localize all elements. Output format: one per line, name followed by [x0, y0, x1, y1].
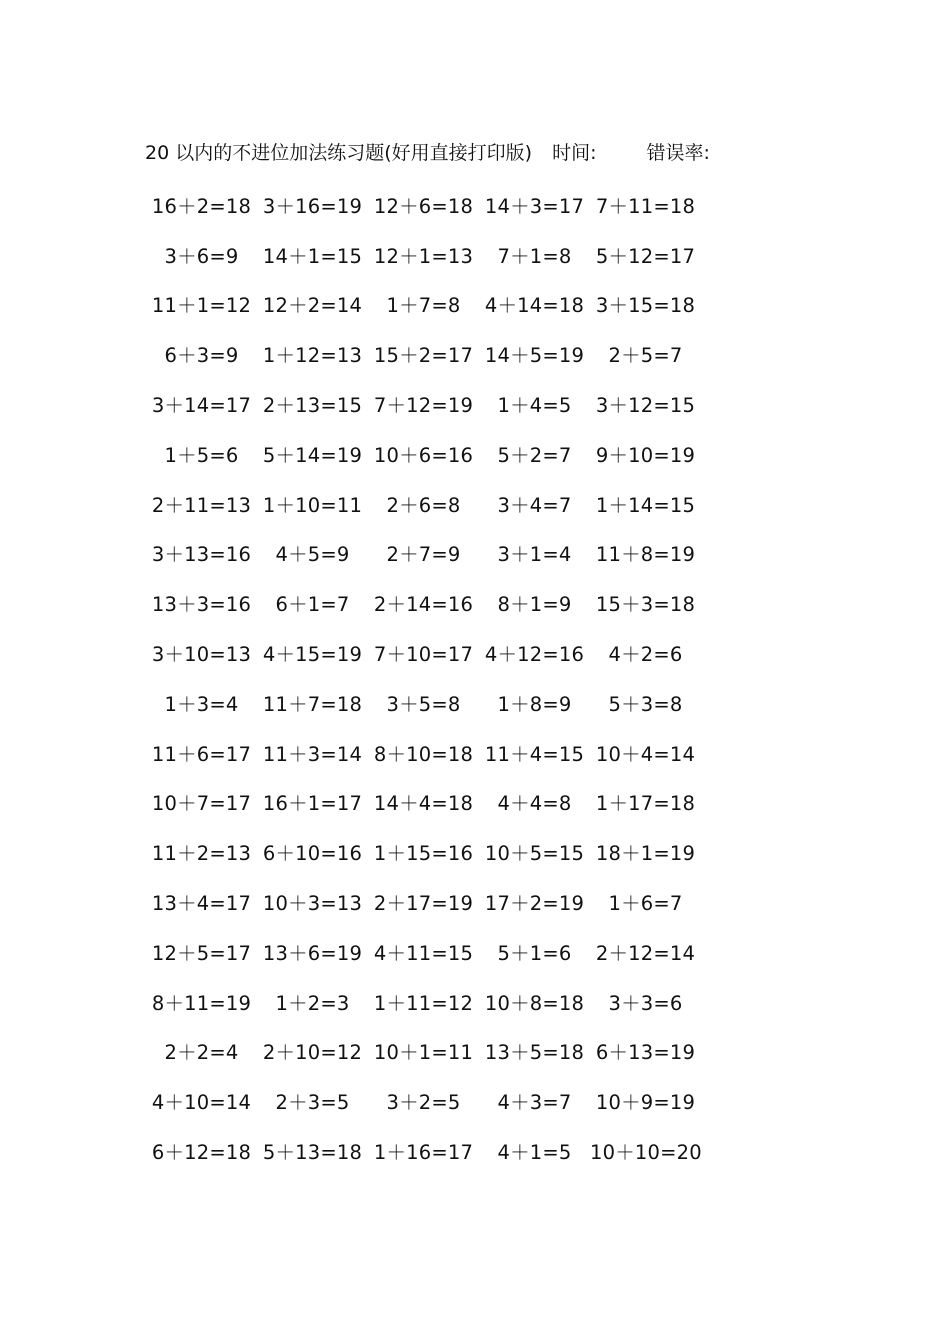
problem-item: 10＋10=20: [590, 1141, 702, 1165]
problem-item: 12＋5=17: [151, 941, 252, 965]
problem-item: 10＋6=16: [373, 443, 474, 467]
problem-item: 2＋13=15: [262, 394, 363, 418]
problem-item: 2＋10=12: [262, 1041, 363, 1065]
problem-item: 14＋4=18: [373, 792, 474, 816]
problem-item: 8＋1=9: [497, 593, 572, 617]
problem-row: [146, 778, 706, 828]
problem-item: 8＋11=19: [151, 991, 252, 1015]
problem-item: 3＋2=5: [386, 1091, 461, 1115]
problem-item: 4＋2=6: [608, 643, 683, 667]
problem-item: 11＋4=15: [484, 742, 585, 766]
problem-item: 4＋12=16: [484, 643, 585, 667]
problem-item: 4＋10=14: [151, 1091, 252, 1115]
problem-item: 1＋4=5: [497, 394, 572, 418]
time-label: 时间:: [552, 142, 597, 164]
problem-row: [146, 180, 706, 230]
problem-item: 11＋7=18: [262, 692, 363, 716]
problem-item: 10＋5=15: [484, 842, 585, 866]
problem-item: 5＋2=7: [497, 443, 572, 467]
problem-item: 1＋15=16: [373, 842, 474, 866]
problem-item: 3＋6=9: [164, 244, 239, 268]
problem-item: 15＋2=17: [373, 344, 474, 368]
problem-item: 7＋11=18: [595, 194, 696, 218]
problem-item: 3＋4=7: [497, 493, 572, 517]
problem-item: 6＋12=18: [151, 1141, 252, 1165]
problem-item: 14＋5=19: [484, 344, 585, 368]
problem-item: 3＋5=8: [386, 692, 461, 716]
problem-item: 1＋14=15: [595, 493, 696, 517]
problem-item: 10＋8=18: [484, 991, 585, 1015]
problem-item: 6＋3=9: [164, 344, 239, 368]
problem-item: 6＋1=7: [275, 593, 350, 617]
problem-row: [146, 329, 706, 379]
problem-row: [146, 628, 706, 678]
problem-item: 1＋16=17: [373, 1141, 474, 1165]
problem-row: [146, 230, 706, 280]
problem-item: 16＋1=17: [262, 792, 363, 816]
problem-item: 4＋11=15: [373, 941, 474, 965]
problem-item: 2＋6=8: [386, 493, 461, 517]
problem-item: 2＋5=7: [608, 344, 683, 368]
worksheet-header: [145, 138, 710, 165]
problem-item: 12＋1=13: [373, 244, 474, 268]
problem-item: 3＋12=15: [595, 394, 696, 418]
problem-item: 1＋3=4: [164, 692, 239, 716]
problem-item: 1＋6=7: [608, 892, 683, 916]
problem-item: 4＋15=19: [262, 643, 363, 667]
problem-item: 11＋6=17: [151, 742, 252, 766]
problem-row: [146, 1027, 706, 1077]
problem-row: [146, 529, 706, 579]
problem-item: 1＋5=6: [164, 443, 239, 467]
problem-item: 2＋14=16: [373, 593, 474, 617]
problem-item: 1＋2=3: [275, 991, 350, 1015]
problem-item: 4＋14=18: [484, 294, 585, 318]
problem-item: 13＋6=19: [262, 941, 363, 965]
problem-grid: [146, 180, 706, 1176]
problem-item: 10＋4=14: [595, 742, 696, 766]
worksheet-title: 20 以内的不进位加法练习题(好用直接打印版): [145, 142, 533, 164]
problem-item: 3＋13=16: [151, 543, 252, 567]
problem-item: 13＋3=16: [151, 593, 252, 617]
problem-item: 2＋11=13: [151, 493, 252, 517]
problem-item: 4＋4=8: [497, 792, 572, 816]
problem-item: 1＋7=8: [386, 294, 461, 318]
problem-row: [146, 280, 706, 330]
problem-item: 16＋2=18: [151, 194, 252, 218]
problem-row: [146, 429, 706, 479]
problem-item: 15＋3=18: [595, 593, 696, 617]
problem-item: 7＋10=17: [373, 643, 474, 667]
problem-row: [146, 977, 706, 1027]
problem-row: [146, 578, 706, 628]
problem-row: [146, 927, 706, 977]
problem-item: 2＋7=9: [386, 543, 461, 567]
problem-item: 17＋2=19: [484, 892, 585, 916]
problem-item: 3＋10=13: [151, 643, 252, 667]
problem-item: 11＋1=12: [151, 294, 252, 318]
problem-item: 11＋8=19: [595, 543, 696, 567]
problem-row: [146, 728, 706, 778]
problem-item: 2＋2=4: [164, 1041, 239, 1065]
problem-item: 1＋17=18: [595, 792, 696, 816]
problem-row: [146, 379, 706, 429]
problem-item: 4＋3=7: [497, 1091, 572, 1115]
problem-item: 5＋1=6: [497, 941, 572, 965]
problem-item: 12＋2=14: [262, 294, 363, 318]
problem-item: 12＋6=18: [373, 194, 474, 218]
problem-item: 14＋3=17: [484, 194, 585, 218]
problem-item: 10＋9=19: [595, 1091, 696, 1115]
problem-item: 13＋5=18: [484, 1041, 585, 1065]
problem-item: 1＋10=11: [262, 493, 363, 517]
problem-item: 1＋11=12: [373, 991, 474, 1015]
error-rate-label: 错误率:: [646, 142, 710, 164]
problem-item: 9＋10=19: [595, 443, 696, 467]
problem-row: [146, 678, 706, 728]
problem-item: 5＋14=19: [262, 443, 363, 467]
problem-item: 5＋3=8: [608, 692, 683, 716]
problem-item: 6＋10=16: [262, 842, 363, 866]
problem-item: 3＋16=19: [262, 194, 363, 218]
problem-item: 2＋17=19: [373, 892, 474, 916]
problem-item: 10＋1=11: [373, 1041, 474, 1065]
problem-item: 3＋1=4: [497, 543, 572, 567]
problem-item: 4＋1=5: [497, 1141, 572, 1165]
problem-item: 3＋14=17: [151, 394, 252, 418]
problem-item: 18＋1=19: [595, 842, 696, 866]
problem-item: 2＋12=14: [595, 941, 696, 965]
problem-item: 10＋3=13: [262, 892, 363, 916]
problem-item: 5＋13=18: [262, 1141, 363, 1165]
problem-item: 3＋15=18: [595, 294, 696, 318]
problem-item: 13＋4=17: [151, 892, 252, 916]
problem-item: 5＋12=17: [595, 244, 696, 268]
problem-item: 1＋8=9: [497, 692, 572, 716]
problem-item: 2＋3=5: [275, 1091, 350, 1115]
problem-row: [146, 877, 706, 927]
problem-item: 8＋10=18: [373, 742, 474, 766]
problem-item: 11＋3=14: [262, 742, 363, 766]
problem-row: [146, 479, 706, 529]
problem-row: [146, 1076, 706, 1126]
problem-item: 1＋12=13: [262, 344, 363, 368]
problem-item: 7＋1=8: [497, 244, 572, 268]
problem-row: [146, 827, 706, 877]
problem-item: 3＋3=6: [608, 991, 683, 1015]
problem-item: 10＋7=17: [151, 792, 252, 816]
problem-item: 7＋12=19: [373, 394, 474, 418]
problem-item: 11＋2=13: [151, 842, 252, 866]
problem-item: 14＋1=15: [262, 244, 363, 268]
problem-item: 4＋5=9: [275, 543, 350, 567]
problem-item: 6＋13=19: [595, 1041, 696, 1065]
problem-row: [146, 1126, 706, 1176]
